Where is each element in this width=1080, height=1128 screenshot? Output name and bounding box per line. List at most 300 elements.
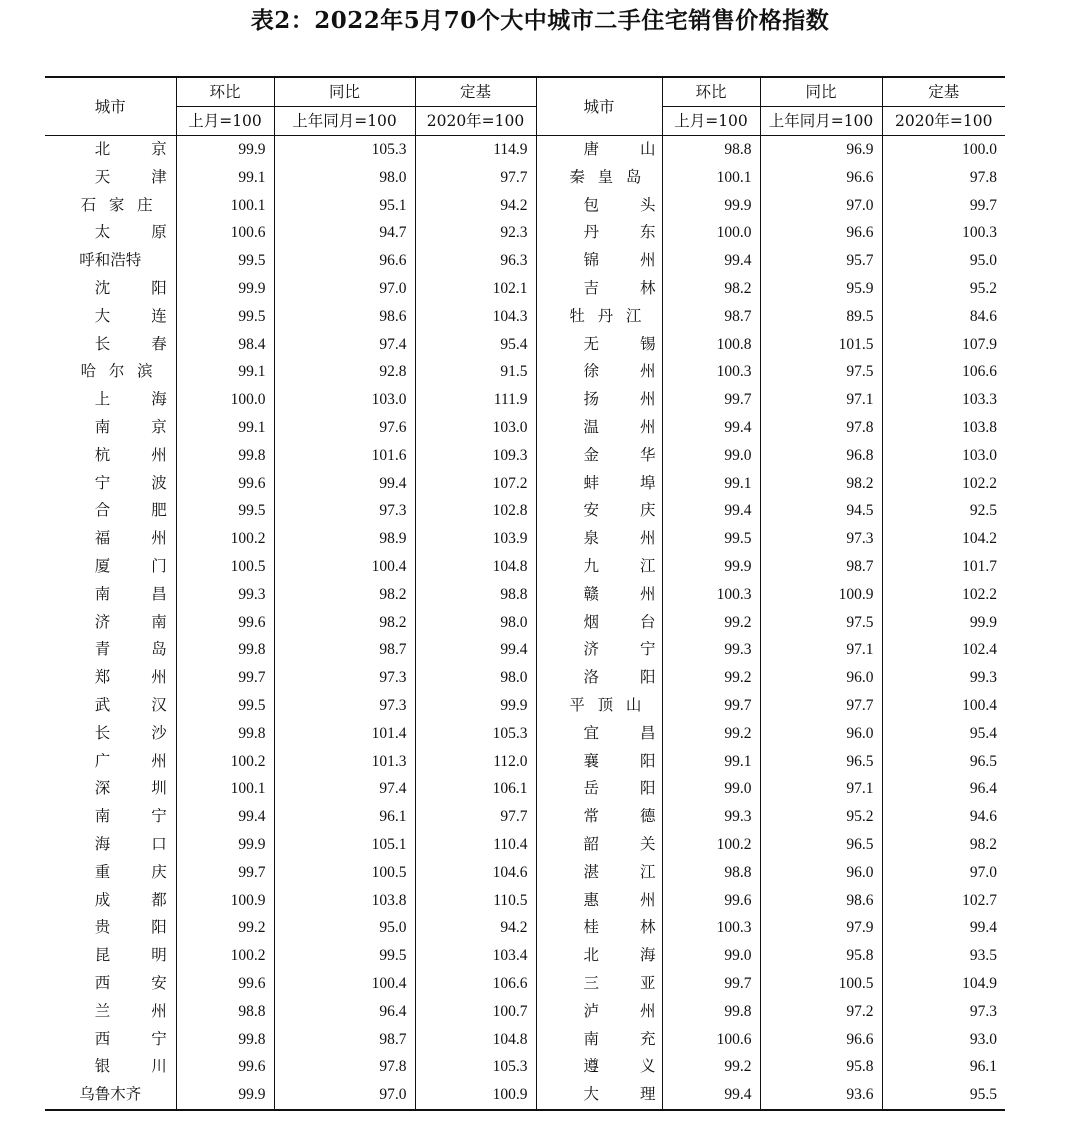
city-name-left: 上海	[94, 390, 208, 409]
yoy-value-left: 105.1	[274, 831, 415, 859]
base-value-left: 112.0	[415, 748, 536, 776]
city-name-right-cell	[536, 1026, 697, 1054]
base-value-left: 110.5	[415, 887, 536, 915]
table-row	[45, 247, 1005, 275]
mom-value-left: 98.4	[176, 331, 274, 359]
city-name-left-cell	[45, 720, 208, 748]
yoy-value-left: 100.5	[274, 859, 415, 887]
table-row	[45, 414, 1005, 442]
base-value-right: 102.4	[882, 636, 1005, 664]
city-name-right-cell	[536, 247, 697, 275]
city-name-left-cell	[45, 470, 208, 498]
city-name-left-cell	[45, 609, 208, 637]
city-name-left-cell	[45, 164, 208, 192]
base-value-left: 102.8	[415, 497, 536, 525]
table-row	[45, 470, 1005, 498]
base-value-right: 98.2	[882, 831, 1005, 859]
base-value-left: 104.8	[415, 553, 536, 581]
base-value-right: 101.7	[882, 553, 1005, 581]
city-name-left: 兰州	[94, 1001, 208, 1020]
table-row	[45, 553, 1005, 581]
base-value-right: 93.0	[882, 1026, 1005, 1054]
base-value-right: 104.9	[882, 970, 1005, 998]
yoy-value-left: 97.8	[274, 1053, 415, 1081]
yoy-value-left: 97.3	[274, 497, 415, 525]
base-value-right: 97.0	[882, 859, 1005, 887]
yoy-column-header-left: 同比	[274, 77, 415, 107]
table-row	[45, 581, 1005, 609]
city-name-left-cell	[45, 497, 208, 525]
base-value-left: 95.4	[415, 331, 536, 359]
base-column-header-left: 定基	[415, 77, 536, 107]
mom-value-left: 100.1	[176, 775, 274, 803]
base-value-left: 99.4	[415, 636, 536, 664]
table-row	[45, 358, 1005, 386]
city-column-header-left: 城市	[45, 77, 176, 136]
table-row	[45, 303, 1005, 331]
yoy-value-right: 97.3	[760, 525, 882, 553]
city-name-left-cell	[45, 192, 176, 220]
city-name-right-cell	[536, 525, 697, 553]
yoy-value-right: 98.6	[760, 887, 882, 915]
mom-column-header-right: 环比	[662, 77, 760, 107]
yoy-value-left: 98.9	[274, 525, 415, 553]
base-value-right: 106.6	[882, 358, 1005, 386]
base-value-left: 103.4	[415, 942, 536, 970]
city-name-left: 贵阳	[94, 918, 208, 937]
table-row	[45, 970, 1005, 998]
mom-value-right: 99.2	[662, 1053, 760, 1081]
mom-value-left: 99.9	[176, 275, 274, 303]
base-value-right: 100.3	[882, 219, 1005, 247]
yoy-value-right: 97.5	[760, 609, 882, 637]
yoy-value-right: 96.0	[760, 720, 882, 748]
mom-value-right: 100.6	[662, 1026, 760, 1054]
yoy-value-right: 93.6	[760, 1081, 882, 1110]
yoy-value-left: 99.4	[274, 470, 415, 498]
base-value-right: 96.5	[882, 748, 1005, 776]
mom-value-right: 98.8	[662, 136, 760, 164]
city-name-left-cell	[45, 636, 208, 664]
city-name-left: 西宁	[94, 1029, 208, 1048]
table-row	[45, 775, 1005, 803]
mom-value-right: 99.8	[662, 998, 760, 1026]
mom-value-left: 100.6	[176, 219, 274, 247]
mom-value-right: 99.5	[662, 525, 760, 553]
yoy-value-left: 92.8	[274, 358, 415, 386]
yoy-value-left: 95.0	[274, 914, 415, 942]
yoy-value-left: 98.2	[274, 609, 415, 637]
yoy-value-right: 96.5	[760, 748, 882, 776]
city-name-right: 洛阳	[583, 668, 697, 687]
city-name-left-cell	[45, 275, 208, 303]
table-row	[45, 914, 1005, 942]
base-value-right: 99.4	[882, 914, 1005, 942]
yoy-value-right: 97.5	[760, 358, 882, 386]
yoy-value-left: 98.6	[274, 303, 415, 331]
city-name-left-cell	[45, 831, 208, 859]
yoy-value-right: 98.7	[760, 553, 882, 581]
city-name-left: 乌鲁木齐	[79, 1085, 142, 1104]
city-name-right: 宜昌	[583, 723, 697, 742]
mom-value-left: 99.9	[176, 831, 274, 859]
table-row	[45, 664, 1005, 692]
city-name-right-cell	[536, 664, 697, 692]
city-name-left: 重庆	[94, 862, 208, 881]
mom-value-right: 99.2	[662, 609, 760, 637]
base-value-left: 106.1	[415, 775, 536, 803]
city-name-right: 济宁	[583, 640, 697, 659]
yoy-value-left: 105.3	[274, 136, 415, 164]
mom-value-left: 99.1	[176, 358, 274, 386]
city-name-right: 惠州	[583, 890, 697, 909]
table-row	[45, 692, 1005, 720]
table-row	[45, 275, 1005, 303]
base-value-right: 95.2	[882, 275, 1005, 303]
base-value-left: 92.3	[415, 219, 536, 247]
mom-value-left: 100.2	[176, 942, 274, 970]
mom-value-left: 99.9	[176, 1081, 274, 1110]
yoy-value-left: 98.7	[274, 1026, 415, 1054]
base-value-right: 92.5	[882, 497, 1005, 525]
base-value-right: 102.7	[882, 887, 1005, 915]
table-row	[45, 164, 1005, 192]
mom-value-left: 99.5	[176, 303, 274, 331]
mom-value-right: 100.3	[662, 914, 760, 942]
yoy-value-right: 97.8	[760, 414, 882, 442]
yoy-value-right: 96.0	[760, 859, 882, 887]
mom-value-right: 99.1	[662, 470, 760, 498]
city-name-left-cell	[45, 859, 208, 887]
city-name-left-cell	[45, 998, 208, 1026]
city-name-left: 青岛	[94, 640, 208, 659]
city-name-right-cell	[536, 1081, 697, 1110]
base-value-left: 102.1	[415, 275, 536, 303]
city-name-right: 吉林	[583, 278, 697, 297]
city-name-right-cell	[536, 303, 662, 331]
mom-value-right: 99.9	[662, 192, 760, 220]
yoy-value-right: 95.9	[760, 275, 882, 303]
city-name-right-cell	[536, 358, 697, 386]
mom-value-left: 99.7	[176, 664, 274, 692]
mom-value-right: 98.2	[662, 275, 760, 303]
mom-value-left: 99.2	[176, 914, 274, 942]
city-name-right-cell	[536, 164, 662, 192]
yoy-value-right: 95.8	[760, 942, 882, 970]
city-name-right-cell	[536, 803, 697, 831]
yoy-subheader-left: 上年同月=100	[274, 107, 415, 136]
base-value-right: 103.0	[882, 442, 1005, 470]
city-name-left: 长沙	[94, 723, 208, 742]
base-value-right: 94.6	[882, 803, 1005, 831]
base-value-left: 99.9	[415, 692, 536, 720]
city-name-left-cell	[45, 247, 176, 275]
table-title: 表2：2022年5月70个大中城市二手住宅销售价格指数	[250, 7, 830, 34]
yoy-value-right: 96.0	[760, 664, 882, 692]
city-name-right-cell	[536, 497, 697, 525]
table-row	[45, 720, 1005, 748]
base-value-right: 107.9	[882, 331, 1005, 359]
city-name-right-cell	[536, 970, 697, 998]
city-name-right: 金华	[583, 445, 697, 464]
city-name-right-cell	[536, 775, 697, 803]
mom-value-left: 99.9	[176, 136, 274, 164]
mom-value-left: 99.5	[176, 692, 274, 720]
base-value-right: 93.5	[882, 942, 1005, 970]
yoy-value-right: 94.5	[760, 497, 882, 525]
city-name-right: 三亚	[583, 973, 697, 992]
table-row	[45, 219, 1005, 247]
city-name-right: 牡丹江	[569, 306, 655, 325]
city-name-left-cell	[45, 748, 208, 776]
yoy-value-right: 96.5	[760, 831, 882, 859]
mom-value-right: 99.2	[662, 720, 760, 748]
city-name-left-cell	[45, 914, 208, 942]
table-header	[45, 77, 1005, 136]
yoy-value-left: 97.4	[274, 775, 415, 803]
mom-value-right: 100.1	[662, 164, 760, 192]
mom-value-right: 99.4	[662, 1081, 760, 1110]
table-row	[45, 192, 1005, 220]
mom-value-left: 99.6	[176, 970, 274, 998]
city-name-left: 石家庄	[80, 195, 166, 214]
yoy-value-left: 98.0	[274, 164, 415, 192]
city-name-right: 南充	[583, 1029, 697, 1048]
mom-value-right: 99.0	[662, 442, 760, 470]
mom-value-left: 99.4	[176, 803, 274, 831]
city-name-right: 锦州	[583, 251, 697, 270]
table-row	[45, 442, 1005, 470]
city-name-left-cell	[45, 219, 208, 247]
mom-value-right: 100.2	[662, 831, 760, 859]
mom-value-right: 99.0	[662, 942, 760, 970]
table-row	[45, 831, 1005, 859]
base-value-left: 91.5	[415, 358, 536, 386]
city-name-right: 平顶山	[569, 695, 655, 714]
yoy-value-left: 101.3	[274, 748, 415, 776]
city-name-right-cell	[536, 998, 697, 1026]
base-value-right: 100.4	[882, 692, 1005, 720]
mom-value-right: 99.6	[662, 887, 760, 915]
city-column-header-right: 城市	[536, 77, 662, 136]
yoy-value-left: 101.6	[274, 442, 415, 470]
city-name-right: 秦皇岛	[569, 167, 655, 186]
base-value-right: 102.2	[882, 470, 1005, 498]
city-name-right-cell	[536, 1053, 697, 1081]
table-row	[45, 525, 1005, 553]
base-value-left: 114.9	[415, 136, 536, 164]
mom-value-left: 99.1	[176, 414, 274, 442]
yoy-value-left: 103.0	[274, 386, 415, 414]
city-name-left-cell	[45, 331, 208, 359]
mom-value-left: 99.6	[176, 470, 274, 498]
city-name-left-cell	[45, 942, 208, 970]
base-value-left: 98.0	[415, 664, 536, 692]
mom-value-left: 99.8	[176, 442, 274, 470]
city-name-left: 南宁	[94, 807, 208, 826]
city-name-right-cell	[536, 414, 697, 442]
mom-column-header-left: 环比	[176, 77, 274, 107]
yoy-value-right: 97.9	[760, 914, 882, 942]
base-value-left: 100.9	[415, 1081, 536, 1110]
yoy-value-right: 96.9	[760, 136, 882, 164]
table-body	[45, 136, 1005, 1110]
city-name-left-cell	[45, 442, 208, 470]
base-value-left: 104.3	[415, 303, 536, 331]
mom-value-right: 98.7	[662, 303, 760, 331]
yoy-value-left: 97.6	[274, 414, 415, 442]
table-row	[45, 748, 1005, 776]
mom-value-left: 100.2	[176, 525, 274, 553]
city-name-right: 北海	[583, 946, 697, 965]
table-row	[45, 136, 1005, 164]
mom-subheader-left: 上月=100	[176, 107, 274, 136]
city-name-left: 天津	[94, 167, 208, 186]
mom-value-right: 99.9	[662, 553, 760, 581]
base-subheader-left: 2020年=100	[415, 107, 536, 136]
mom-value-right: 98.8	[662, 859, 760, 887]
yoy-value-right: 100.5	[760, 970, 882, 998]
city-name-right-cell	[536, 692, 662, 720]
mom-value-right: 99.0	[662, 775, 760, 803]
base-column-header-right: 定基	[882, 77, 1005, 107]
city-name-right: 泉州	[583, 529, 697, 548]
yoy-value-right: 95.7	[760, 247, 882, 275]
mom-value-left: 100.5	[176, 553, 274, 581]
table-row	[45, 887, 1005, 915]
yoy-value-left: 98.2	[274, 581, 415, 609]
city-name-right: 包头	[583, 195, 697, 214]
city-name-right: 唐山	[583, 140, 697, 158]
base-value-left: 94.2	[415, 914, 536, 942]
yoy-value-left: 96.4	[274, 998, 415, 1026]
mom-value-right: 99.7	[662, 386, 760, 414]
city-name-right-cell	[536, 859, 697, 887]
mom-value-left: 100.1	[176, 192, 274, 220]
base-value-right: 95.4	[882, 720, 1005, 748]
mom-value-left: 99.7	[176, 859, 274, 887]
city-name-left: 合肥	[94, 501, 208, 520]
yoy-value-right: 89.5	[760, 303, 882, 331]
yoy-value-right: 95.2	[760, 803, 882, 831]
table-row	[45, 1053, 1005, 1081]
city-name-left: 济南	[94, 612, 208, 631]
city-name-left: 西安	[94, 973, 208, 992]
city-name-left: 昆明	[94, 946, 208, 965]
mom-value-left: 99.3	[176, 581, 274, 609]
city-name-left: 广州	[94, 751, 208, 770]
yoy-value-right: 96.6	[760, 1026, 882, 1054]
base-value-left: 97.7	[415, 164, 536, 192]
city-name-right-cell	[536, 275, 697, 303]
yoy-value-right: 96.8	[760, 442, 882, 470]
table-row	[45, 998, 1005, 1026]
mom-value-right: 99.4	[662, 414, 760, 442]
table-row	[45, 859, 1005, 887]
mom-value-right: 99.7	[662, 692, 760, 720]
base-value-right: 102.2	[882, 581, 1005, 609]
city-name-left-cell	[45, 1081, 176, 1110]
yoy-value-left: 98.7	[274, 636, 415, 664]
yoy-value-right: 95.8	[760, 1053, 882, 1081]
yoy-value-right: 97.2	[760, 998, 882, 1026]
mom-value-left: 99.6	[176, 609, 274, 637]
city-name-left-cell	[45, 803, 208, 831]
table-row	[45, 1026, 1005, 1054]
city-name-left-cell	[45, 775, 208, 803]
base-value-left: 110.4	[415, 831, 536, 859]
city-name-right-cell	[536, 636, 697, 664]
city-name-right-cell	[536, 914, 697, 942]
city-name-left: 银川	[94, 1057, 208, 1076]
mom-value-left: 98.8	[176, 998, 274, 1026]
base-value-right: 97.3	[882, 998, 1005, 1026]
mom-value-left: 100.2	[176, 748, 274, 776]
mom-value-left: 99.5	[176, 497, 274, 525]
city-name-left-cell	[45, 692, 208, 720]
mom-value-right: 100.0	[662, 219, 760, 247]
table-row	[45, 1081, 1005, 1110]
city-name-right-cell	[536, 219, 697, 247]
base-value-right: 95.5	[882, 1081, 1005, 1110]
base-value-left: 97.7	[415, 803, 536, 831]
base-value-right: 96.4	[882, 775, 1005, 803]
city-name-right-cell	[536, 136, 697, 164]
yoy-value-right: 97.1	[760, 775, 882, 803]
yoy-value-left: 97.3	[274, 664, 415, 692]
mom-value-right: 99.1	[662, 748, 760, 776]
base-value-left: 98.8	[415, 581, 536, 609]
city-name-right: 湛江	[583, 862, 697, 881]
base-value-left: 104.8	[415, 1026, 536, 1054]
base-value-left: 105.3	[415, 720, 536, 748]
city-name-left: 太原	[94, 223, 208, 242]
yoy-value-right: 100.9	[760, 581, 882, 609]
base-value-left: 109.3	[415, 442, 536, 470]
yoy-value-left: 96.1	[274, 803, 415, 831]
city-name-right-cell	[536, 581, 697, 609]
table-row	[45, 497, 1005, 525]
yoy-value-right: 97.1	[760, 386, 882, 414]
base-value-right: 84.6	[882, 303, 1005, 331]
mom-value-right: 99.3	[662, 803, 760, 831]
base-value-left: 98.0	[415, 609, 536, 637]
city-name-right-cell	[536, 553, 697, 581]
base-value-right: 99.9	[882, 609, 1005, 637]
mom-value-left: 100.9	[176, 887, 274, 915]
city-name-right: 常德	[583, 807, 697, 826]
city-name-left: 深圳	[94, 779, 208, 798]
mom-value-left: 99.8	[176, 720, 274, 748]
city-name-left: 宁波	[94, 473, 208, 492]
city-name-left: 厦门	[94, 556, 208, 575]
mom-value-right: 100.8	[662, 331, 760, 359]
city-name-left: 郑州	[94, 668, 208, 687]
mom-value-right: 100.3	[662, 358, 760, 386]
city-name-right-cell	[536, 609, 697, 637]
mom-value-right: 99.2	[662, 664, 760, 692]
city-name-right: 韶关	[583, 834, 697, 853]
yoy-subheader-right: 上年同月=100	[760, 107, 882, 136]
mom-value-left: 99.8	[176, 1026, 274, 1054]
table-row	[45, 942, 1005, 970]
base-value-right: 103.8	[882, 414, 1005, 442]
city-name-left-cell	[45, 581, 208, 609]
city-name-left: 成都	[94, 890, 208, 909]
city-name-left-cell	[45, 664, 208, 692]
yoy-value-right: 98.2	[760, 470, 882, 498]
city-name-left: 南京	[94, 417, 208, 436]
